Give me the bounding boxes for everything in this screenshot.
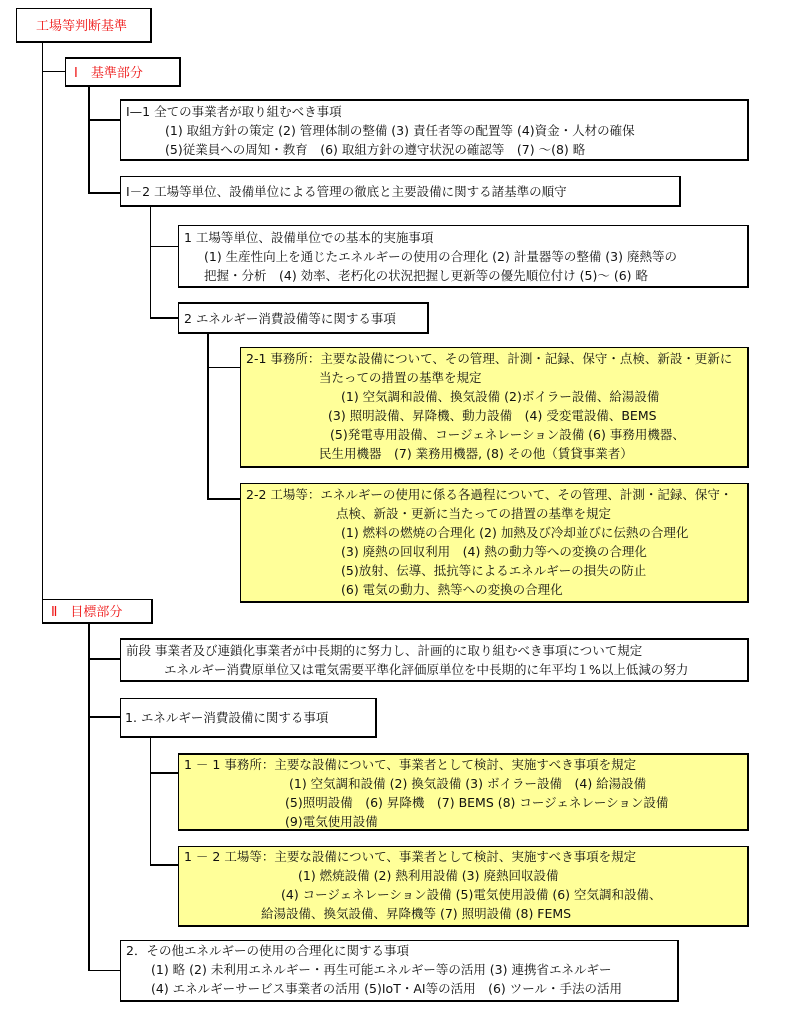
connector-e1-to-e12 xyxy=(150,864,178,866)
connector-part2-trunk xyxy=(88,623,90,971)
s22-line: (1) 燃料の燃焼の合理化 (2) 加熱及び冷却並びに伝熱の合理化 xyxy=(341,525,689,540)
zendan-node xyxy=(120,638,749,682)
s22-line: (3) 廃熱の回収利用 (4) 熱の動力等への変換の合理化 xyxy=(341,544,647,559)
i2-node xyxy=(120,176,681,207)
s1-line: 把握・分析 (4) 効率、老朽化の状況把握し更新等の優先順位付け (5)～ (6) 略 xyxy=(204,268,649,283)
i1-node xyxy=(120,99,749,161)
connector-part2-to-zendan xyxy=(88,658,120,660)
s1-node xyxy=(178,225,749,288)
s21-heading: 2-1 事務所：主要な設備について、その管理、計測・記録、保守・点検、新設・更新に xyxy=(246,351,733,366)
connector-part1-to-i2 xyxy=(88,192,120,194)
i1-heading: Ⅰ—1 全ての事業者が取り組むべき事項 xyxy=(126,104,342,119)
s22-node xyxy=(240,483,749,603)
connector-part1-trunk xyxy=(88,86,90,193)
connector-e1-trunk xyxy=(150,737,151,864)
zendan-heading: 前段 事業者及び連鎖化事業者が中長期的に努力し、計画的に取り組むべき事項について規定 xyxy=(126,643,643,658)
i2-heading: Ⅰ－2 工場等単位、設備単位による管理の徹底と主要設備に関する諸基準の順守 xyxy=(126,184,567,199)
s21-line: (1) 空気調和設備、換気設備 (2)ボイラー設備、給湯設備 xyxy=(341,389,660,404)
part2-title: Ⅱ 目標部分 xyxy=(51,605,123,620)
s21-line: 当たっての措置の基準を規定 xyxy=(319,370,482,385)
i1-line: (1) 取組方針の策定 (2) 管理体制の整備 (3) 責任者等の配置等 (4)資金・人材の確保 xyxy=(165,123,635,138)
e11-line: (5)照明設備 (6) 昇降機 (7) BEMS (8) コージェネレーション設備 xyxy=(285,795,669,810)
connector-e1-to-e11 xyxy=(150,772,178,774)
s21-line: (5)発電専用設備、コージェネレーション設備 (6) 事務用機器、 xyxy=(330,427,685,442)
s2-node xyxy=(178,302,429,334)
s21-line: 民生用機器 (7) 業務用機器, (8) その他（賃貸事業者） xyxy=(319,446,633,461)
e12-line: (1) 燃焼設備 (2) 熱利用設備 (3) 廃熱回収設備 xyxy=(298,868,559,883)
part2-node xyxy=(42,599,153,624)
e2-line: (4) エネルギーサービス事業者の活用 (5)IoT・AI等の活用 (6) ツール・手法の活用 xyxy=(151,981,622,996)
part1-node xyxy=(65,57,181,87)
connector-part2-to-e2 xyxy=(88,970,120,971)
e1-node xyxy=(120,698,377,738)
connector-root-to-part1 xyxy=(42,71,65,72)
connector-s2-to-s22 xyxy=(207,498,240,500)
e12-line: 給湯設備、換気設備、昇降機等 (7) 照明設備 (8) FEMS xyxy=(261,906,572,921)
connector-part2-to-e1 xyxy=(88,716,120,718)
e12-line: (4) コージェネレーション設備 (5)電気使用設備 (6) 空気調和設備、 xyxy=(281,887,662,902)
s21-node xyxy=(240,347,749,468)
e12-node xyxy=(178,846,749,927)
connector-s2-to-s21 xyxy=(207,367,240,368)
connector-part1-to-i1 xyxy=(88,119,120,121)
zendan-line: エネルギー消費原単位又は電気需要平準化評価原単位を中長期的に年平均１%以上低減の努力 xyxy=(164,662,689,677)
root-node xyxy=(16,8,152,43)
e11-line: (9)電気使用設備 xyxy=(285,814,378,829)
part1-title: Ⅰ 基準部分 xyxy=(74,66,143,81)
s22-line: 点検、新設・更新に当たっての措置の基準を規定 xyxy=(336,506,612,521)
s21-line: (3) 照明設備、昇降機、動力設備 (4) 受変電設備、BEMS xyxy=(328,408,657,423)
connector-i2-to-s2 xyxy=(150,317,178,319)
s22-line: (6) 電気の動力、熱等への変換の合理化 xyxy=(341,582,563,597)
e2-node xyxy=(120,940,679,1002)
s22-line: (5)放射、伝導、抵抗等によるエネルギーの損失の防止 xyxy=(341,563,647,578)
s1-heading: 1 工場等単位、設備単位での基本的実施事項 xyxy=(184,230,434,245)
e1-heading: 1. エネルギー消費設備に関する事項 xyxy=(125,710,329,725)
e12-heading: 1 － 2 工場等：主要な設備について、事業者として検討、実施すべき事項を規定 xyxy=(184,849,637,864)
root-title: 工場等判断基準 xyxy=(36,19,128,34)
e11-heading: 1 － 1 事務所：主要な設備について、事業者として検討、実施すべき事項を規定 xyxy=(184,757,637,772)
e11-line: (1) 空気調和設備 (2) 換気設備 (3) ボイラー設備 (4) 給湯設備 xyxy=(289,776,647,791)
s1-line: (1) 生産性向上を通じたエネルギーの使用の合理化 (2) 計量器等の整備 (3) 廃熱等の xyxy=(204,249,677,264)
connector-root-trunk xyxy=(42,42,43,613)
e2-line: (1) 略 (2) 未利用エネルギー・再生可能エネルギー等の活用 (3) 連携省エネルギー xyxy=(151,962,612,977)
e11-node xyxy=(178,753,749,831)
i1-line: (5)従業員への周知・教育 (6) 取組方針の遵守状況の確認等 (7) ～(8) 略 xyxy=(165,142,586,157)
s22-heading: 2-2 工場等：エネルギーの使用に係る各過程について、その管理、計測・記録、保守・ xyxy=(246,487,733,502)
connector-i2-to-s1 xyxy=(150,246,178,247)
s2-heading: 2 エネルギー消費設備等に関する事項 xyxy=(184,311,396,326)
connector-s2-trunk xyxy=(207,333,209,499)
connector-i2-trunk xyxy=(150,206,151,318)
e2-heading: 2．その他エネルギーの使用の合理化に関する事項 xyxy=(126,943,409,958)
